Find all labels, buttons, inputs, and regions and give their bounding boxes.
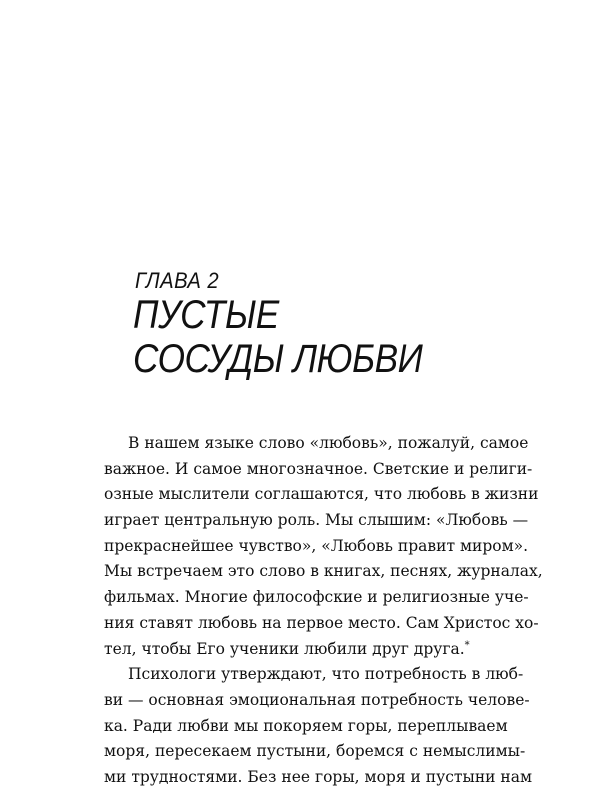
text-line: ния ставят любовь на первое место. Сам Христос хо- [104,613,539,632]
chapter-title-line: ПУСТЫЕ [133,293,279,337]
chapter-number: ГЛАВА 2 [135,268,220,293]
text-line: ви — основная эмоциональная потребность челове- [104,690,530,709]
text-line: фильмах. Многие философские и религиозные уче- [104,588,529,607]
text-line: Мы встречаем это слово в книгах, песнях, журналах, [104,562,543,581]
text-line: В нашем языке слово «любовь», пожалуй, самое [128,434,529,452]
text-line: прекраснейшее чувство», «Любовь правит миром». [104,536,529,555]
footnote-mark[interactable]: * [464,639,470,651]
chapter-title-line: СОСУДЫ ЛЮБВИ [133,337,423,381]
text-line: важное. И самое многозначное. Светские и религи- [104,459,533,478]
text-line: моря, пересекаем пустыни, боремся с немыслимы- [104,742,526,761]
text-line: тел, чтобы Его ученики любили друг друга. [104,639,465,658]
text-line-with-footnote [104,637,502,663]
text-line: ми трудностями. Без нее горы, моря и пустыни нам [104,767,533,786]
chapter-title [133,293,422,381]
text-line: Психологи утверждают, что потребность в люб- [128,665,524,684]
text-line: озные мыслители соглашаются, что любовь в жизни [104,485,539,504]
text-line: играет центральную роль. Мы слышим: «Любовь — [104,511,529,530]
text-line: ка. Ради любви мы покоряем горы, переплываем [104,716,508,735]
body-text [104,431,543,791]
